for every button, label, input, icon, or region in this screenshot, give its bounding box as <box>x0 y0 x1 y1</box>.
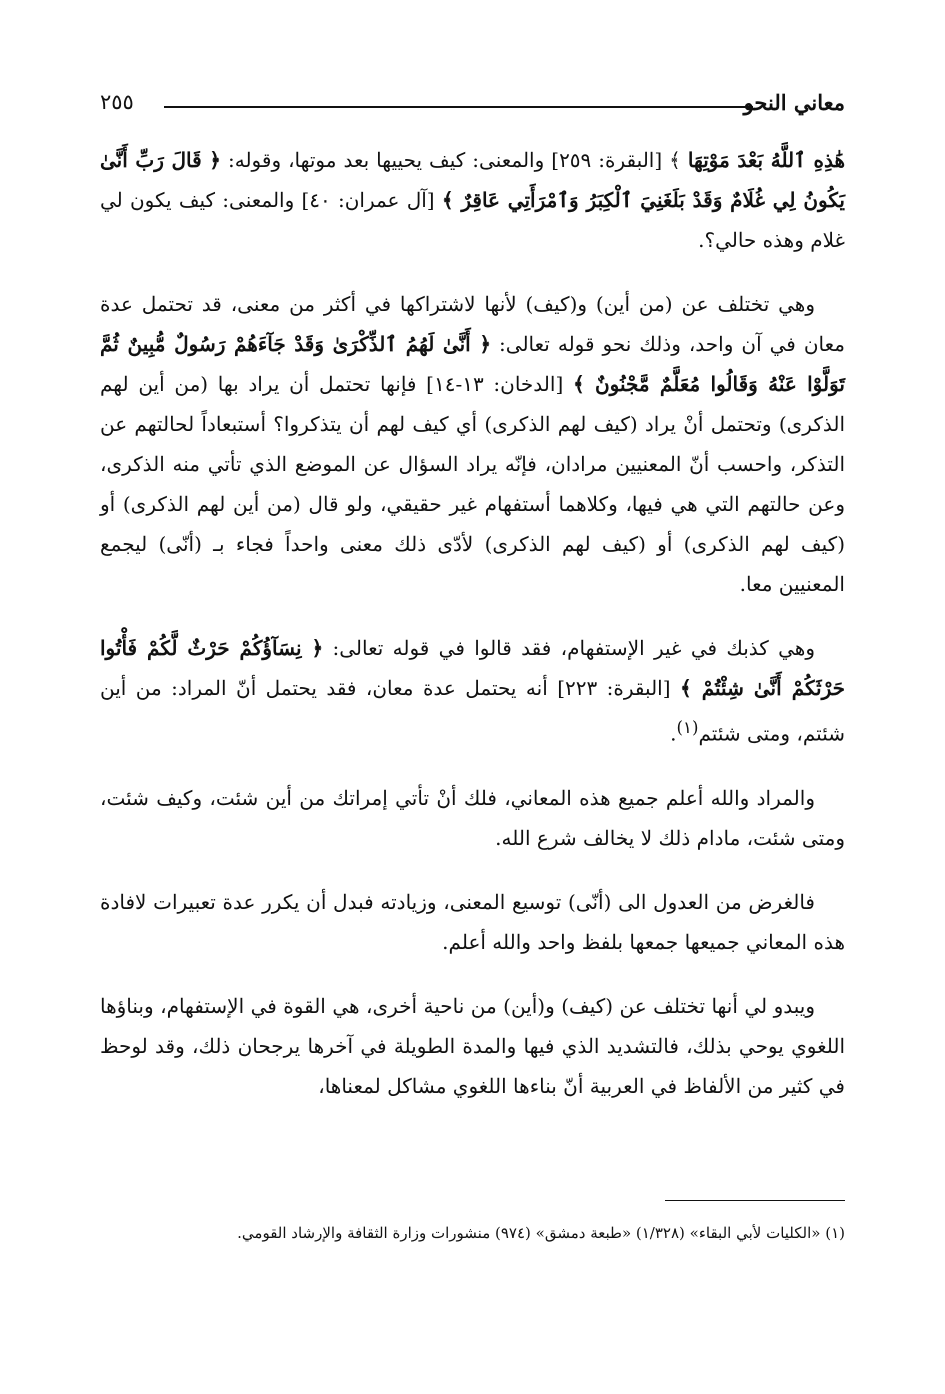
quran-verse: ﴿ أَنَّىٰ لَهُمُ ٱلذِّكْرَىٰ وَقَدْ جَآءَهُمْ رَسُولٌ مُّبِينٌ ثُمَّ تَوَلَّوْا عَنْهُ وَقَالُوا مُعَلَّمٌ مَّجْنُونٌ ﴾ <box>100 332 845 396</box>
body-text <box>100 140 845 1106</box>
footnote-reference[interactable]: (١) <box>676 718 699 737</box>
footnote-rule <box>665 1200 845 1201</box>
paragraph-6 <box>100 986 845 1106</box>
paragraph-3 <box>100 628 845 754</box>
paragraph-text: [آل عمران: ٤٠] والمعنى: كيف يكون لي غلام وهذه حالي؟. <box>100 188 845 252</box>
quran-verse: ﴿ قَالَ رَبِّ أَنَّىٰ يَكُونُ لِي غُلَامٌ وَقَدْ بَلَغَنِيَ ٱلْكِبَرُ وَٱمْرَأَتِي عَاقِرٌ ﴾ <box>100 148 845 212</box>
footnote: (١) «الكليات لأبي البقاء» (١/٣٢٨) «طبعة دمشق» (٩٧٤) منشورات وزارة الثقافة والإرشاد القومي. <box>237 1224 845 1242</box>
paragraph-text: والمراد والله أعلم جميع هذه المعاني، فلك أنْ تأتي إمراتك من أين شئت، وكيف شئت، ومتى شئت، مادام ذلك لا يخالف شرع الله. <box>100 785 845 850</box>
paragraph-text: ويبدو لي أنها تختلف عن (كيف) و(أين) من ناحية أخرى، هي القوة في الإستفهام، وبناؤها اللغوي يوحي بذلك، فالتشديد الذي فيها والمدة الطويلة في آخرها يرجحان ذلك، وقد لوحظ في كثير من الألفاظ في العربية أنّ بناءها اللغوي مشاكل لمعناها، <box>100 993 845 1098</box>
book-page <box>100 82 846 1242</box>
quran-verse: ﴿ نِسَآؤُكُمْ حَرْثٌ لَّكُمْ فَأْتُوا حَرْثَكُمْ أَنَّىٰ شِئْتُمْ ﴾ <box>100 636 846 700</box>
paragraph-5 <box>100 882 845 962</box>
paragraph-1 <box>100 140 845 260</box>
paragraph-text: . <box>670 721 677 746</box>
paragraph-4 <box>100 778 845 858</box>
paragraph-text: وهي كذبك في غير الإستفهام، فقد قالوا في قوله تعالى: <box>323 636 815 660</box>
paragraph-2 <box>100 284 845 604</box>
page-number: ٢٥٥ <box>100 90 134 114</box>
paragraph-text: ﴾ [البقرة: ٢٥٩] والمعنى: كيف يحييها بعد موتها، وقوله: <box>221 148 688 172</box>
paragraph-text: فالغرض من العدول الى (أنّى) توسيع المعنى، وزيادته فبدل أن يكرر عدة تعبيرات لافادة هذه المعاني جميعها جمعها بلفظ واحد والله أعلم. <box>100 889 845 954</box>
page-header <box>100 82 845 122</box>
paragraph-text: وهي تختلف عن (من أين) و(كيف) لأنها لاشتراكها في أكثر من معنى، قد تحتمل عدة معان في آن واحد، وذلك نحو قوله تعالى: <box>100 292 845 356</box>
header-rule <box>164 106 753 108</box>
running-title: معاني النحو <box>743 90 845 115</box>
paragraph-text: [الدخان: ١٣-١٤] فإنها تحتمل أن يراد بها (من أين لهم الذكرى) وتحتمل أنْ يراد (كيف لهم الذكرى) أي كيف لهم أن يتذكروا؟ أستبعاداً لحالتهم عن التذكر، واحسب أنّ المعنيين مرادان، فإنّه يراد السؤال عن الموضع الذي تأتي منه الذكرى، وعن حالتهم التي هي فيها، وكلاهما أستفهام غير حقيقي، ولو قال (من أين لهم الذكرى) أو (كيف لهم الذكرى) أو (كيف لهم الذكرى) لأدّى ذلك معنى واحداً فجاء بـ (أنّى) ليجمع المعنيين معا. <box>100 372 845 596</box>
quran-verse: هَٰذِهِ ٱللَّهُ بَعْدَ مَوْتِهَا <box>687 148 845 172</box>
paragraph-text: [البقرة: ٢٢٣] أنه يحتمل عدة معان، فقد يحتمل أنّ المراد: من أين شئتم، ومتى شئتم <box>100 676 845 746</box>
